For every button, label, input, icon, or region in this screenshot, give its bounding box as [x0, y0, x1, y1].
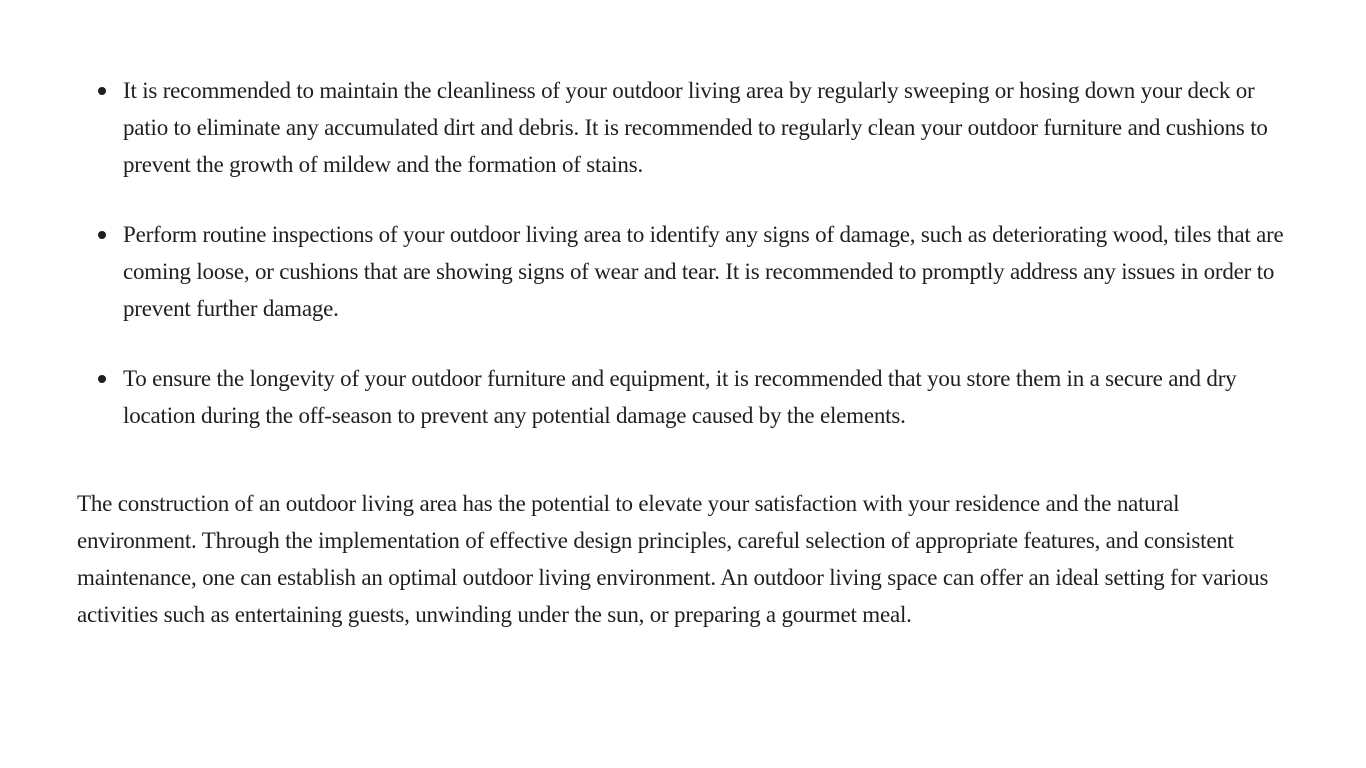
list-item: [77, 216, 1289, 327]
bullet-icon: [98, 375, 106, 383]
list-item: [77, 360, 1289, 434]
article-body: [77, 72, 1289, 633]
bullet-icon: [98, 87, 106, 95]
conclusion-paragraph: The construction of an outdoor living area has the potential to elevate your satisfaction with your residence and the natural environment. Through the implementation of effective design principles, careful selection of appropriate features, and consistent maintenance, one can establish an optimal outdoor living environment. An outdoor living space can offer an ideal setting for various activities such as entertaining guests, unwinding under the sun, or preparing a gourmet meal.: [77, 491, 1269, 627]
tip-text: Perform routine inspections of your outdoor living area to identify any signs of damage, such as deteriorating wood, tiles that are coming loose, or cushions that are showing signs of wear and tear. It is recommended to promptly address any issues in order to prevent further damage.: [123, 222, 1284, 321]
maintenance-tips-list: [77, 72, 1289, 434]
bullet-icon: [98, 231, 106, 239]
list-item: [77, 72, 1289, 183]
tip-text: To ensure the longevity of your outdoor furniture and equipment, it is recommended that you store them in a secure and dry location during the off-season to prevent any potential damage caused by the elements.: [123, 366, 1237, 428]
tip-text: It is recommended to maintain the cleanliness of your outdoor living area by regularly sweeping or hosing down your deck or patio to eliminate any accumulated dirt and debris. It is recommended to regularly clean your outdoor furniture and cushions to prevent the growth of mildew and the formation of stains.: [123, 78, 1268, 177]
